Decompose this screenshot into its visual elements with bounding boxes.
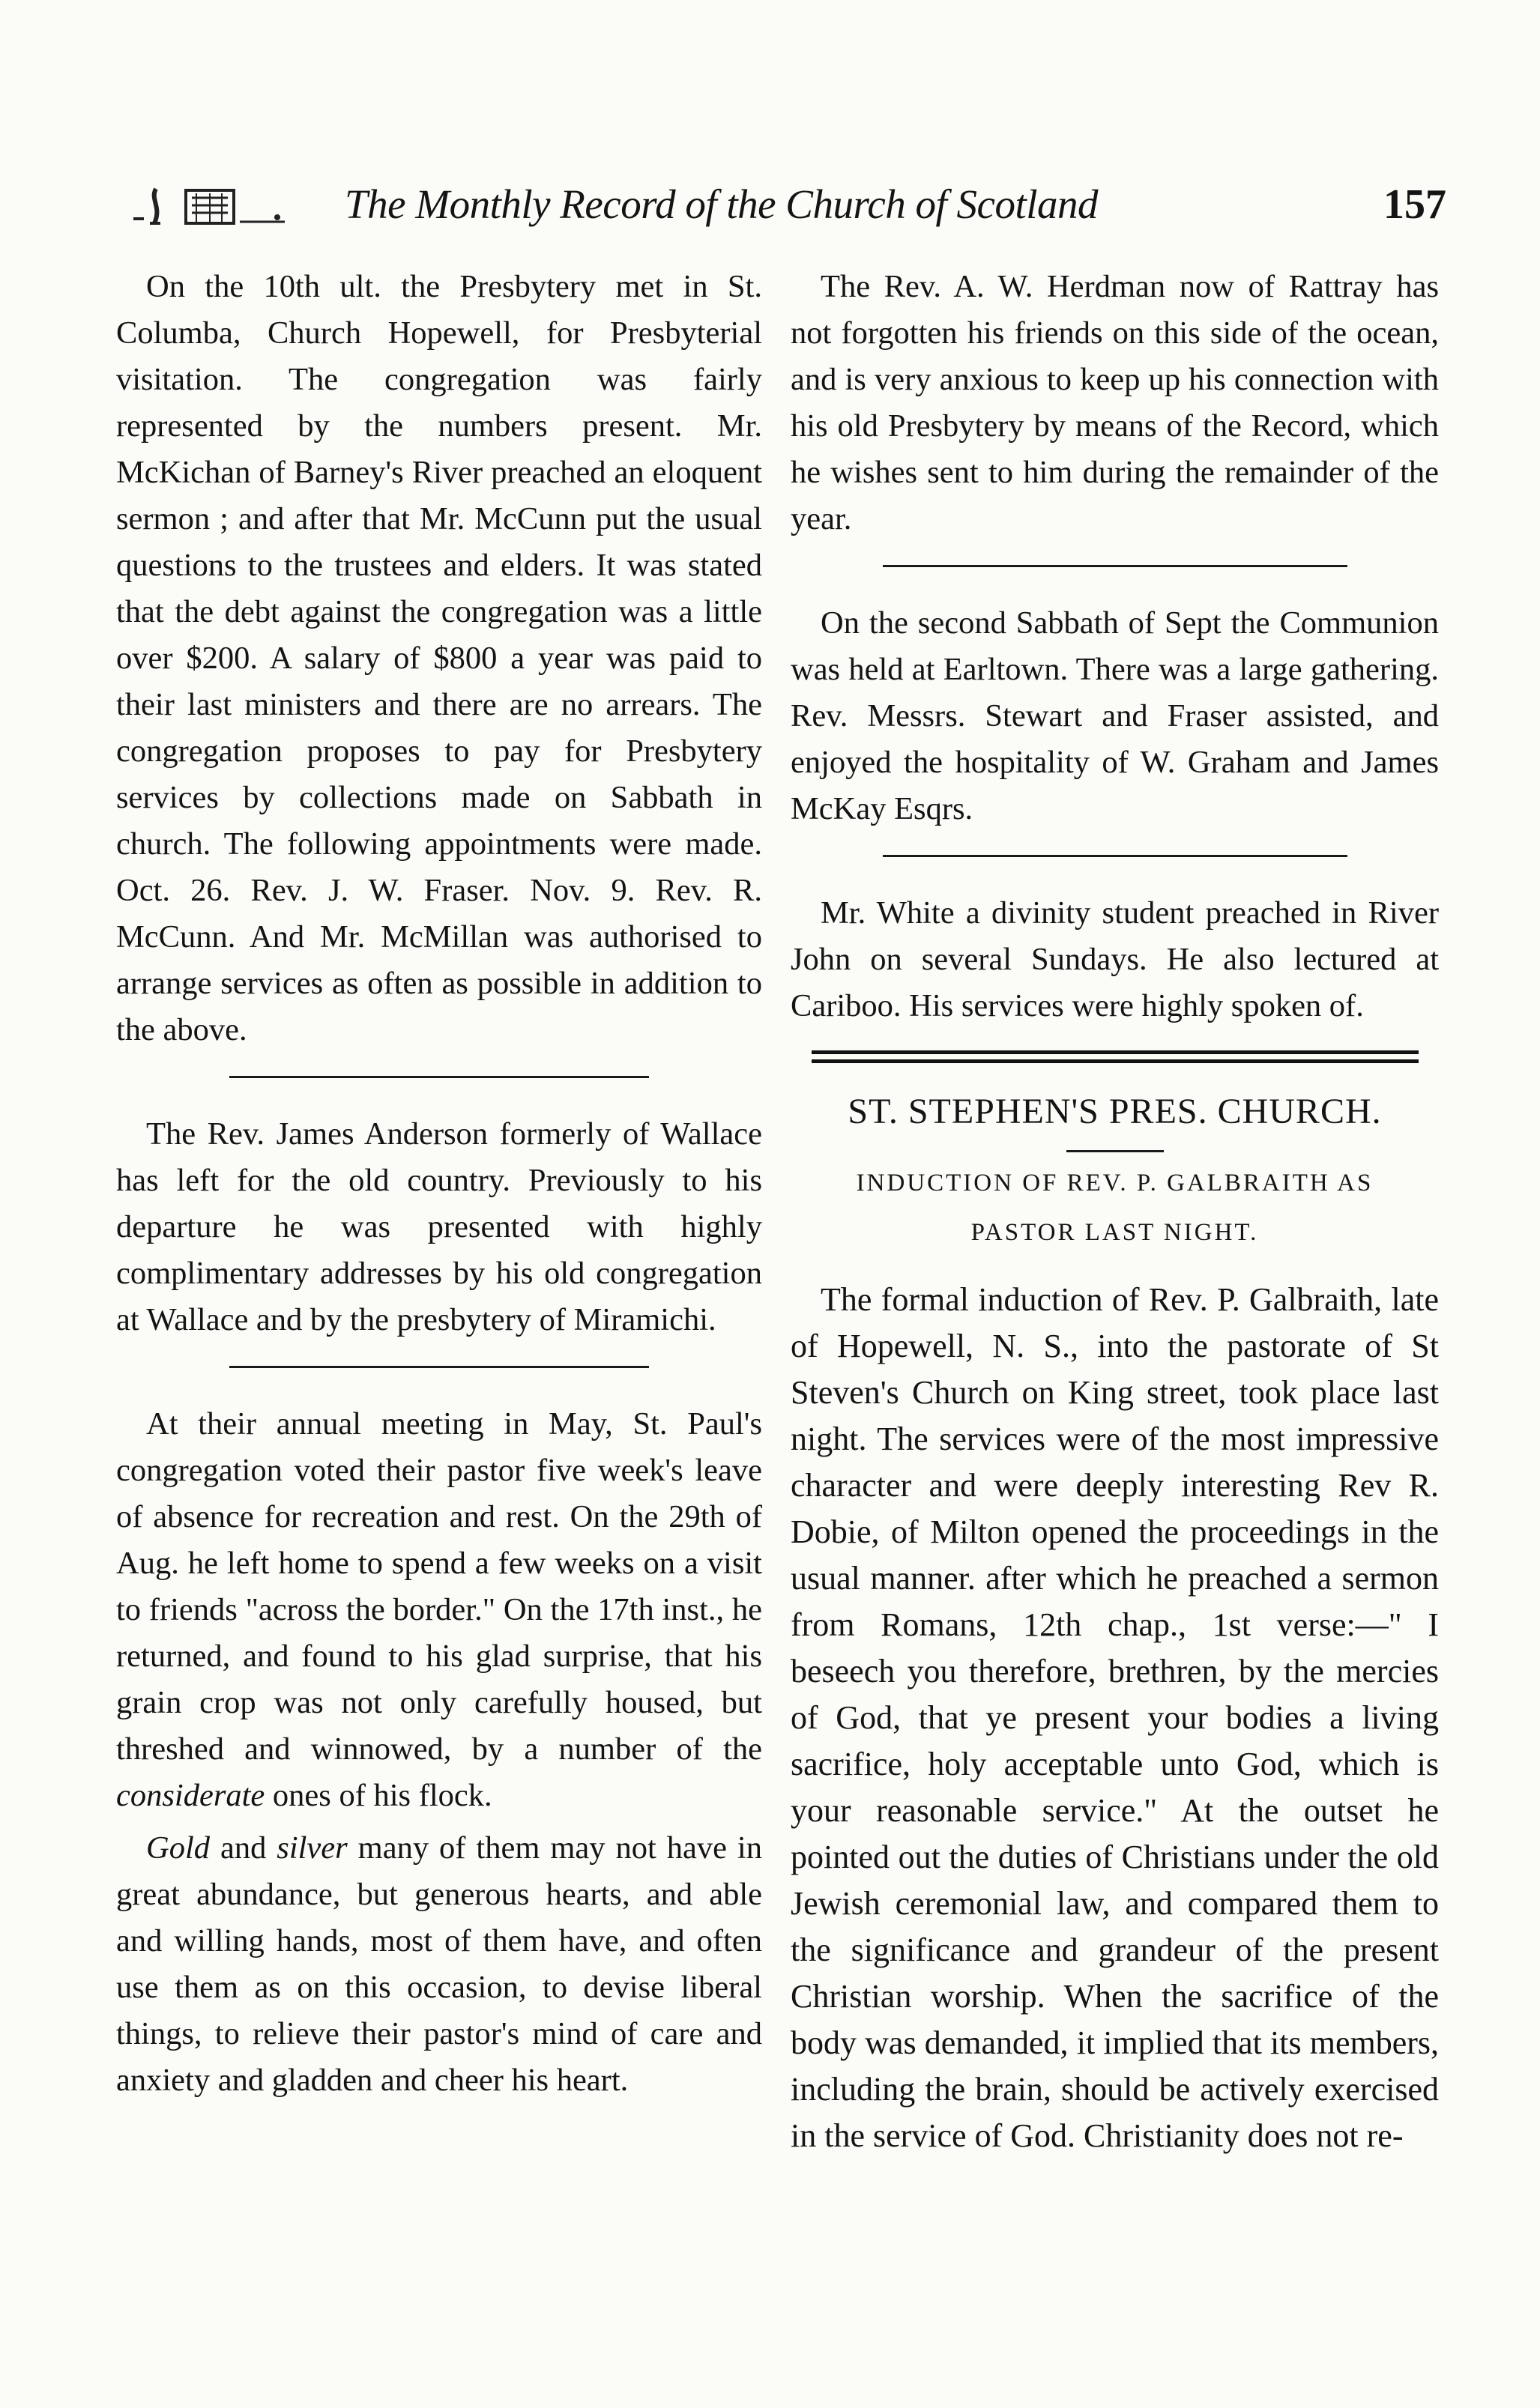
page-number: 157	[1383, 181, 1446, 228]
ornament-icon	[127, 184, 300, 228]
section-heading: ST. STEPHEN'S PRES. CHURCH.	[848, 1092, 1382, 1131]
left-column	[116, 264, 762, 2104]
presbytery-visitation-paragraph: On the 10th ult. the Presbytery met in St. Columba, Church Hopewell, for Presbyterial visitation. The congregation was fairly represented by the numbers present. Mr. McKichan of Barney's River preached an eloquent sermon ; and after that Mr. McCunn put the usual questions to the trustees and elders. It was stated that the debt against the congregation was a little over $200. A salary of $800 a year was paid to their last ministers and there are no arrears. The congregation proposes to pay for Presbytery services by collections made on Sabbath in church. The following appointments were made. Oct. 26. Rev. J. W. Fraser. Nov. 9. Rev. R. McCunn. And Mr. McMillan was authorised to arrange services as often as possible in addition to the above.	[116, 269, 762, 1047]
divider	[883, 565, 1347, 567]
gold-and-silver-paragraph: Gold and silver many of them may not have in great abundance, but generous hearts, and able and willing hands, most of them have, and often use them as on this occasion, to devise liberal things, to relieve their pastor's mind of care and anxiety and gladden and cheer his heart.	[116, 1830, 762, 2098]
herdman-paragraph: The Rev. A. W. Herdman now of Rattray has not forgotten his friends on this side of the ocean, and is very anxious to keep up his connection with his old Presbytery by means of the Record, which he wishes sent to him during the remainder of the year.	[791, 269, 1439, 536]
sub-heading-line-2: PASTOR LAST NIGHT.	[970, 1219, 1259, 1246]
section-divider	[812, 1050, 1419, 1063]
mr-white-paragraph: Mr. White a divinity student preached in River John on several Sundays. He also lectured at Cariboo. His services were highly spoken of.	[791, 895, 1439, 1023]
st-pauls-paragraph: At their annual meeting in May, St. Paul's congregation voted their pastor five week's leave of absence for recreation and rest. On the 29th of Aug. he left home to spend a few weeks on a visit to friends "across the border." On the 17th inst., he returned, and found to his glad surprise, that his grain crop was not only carefully housed, but threshed and winnowed, by a number of the considerate ones of his flock.	[116, 1406, 762, 1813]
earltown-communion-paragraph: On the second Sabbath of Sept the Communion was held at Earltown. There was a large gathering. Rev. Messrs. Stewart and Fraser assisted, and enjoyed the hospitality of W. Graham and James McKay Esqrs.	[791, 605, 1439, 826]
running-title: The Monthly Record of the Church of Scotland	[345, 181, 1099, 227]
divider	[883, 855, 1347, 857]
sub-heading-line-1: INDUCTION OF REV. P. GALBRAITH AS	[856, 1170, 1374, 1197]
anderson-departure-paragraph: The Rev. James Anderson formerly of Wallace has left for the old country. Previously to his departure he was presented with highly complimentary addresses by his old congregation at Wallace and by the presbytery of Miramichi.	[116, 1116, 762, 1337]
right-column	[791, 264, 1439, 2159]
induction-article-body: The formal induction of Rev. P. Galbraith, late of Hopewell, N. S., into the pastorate of St Steven's Church on King street, took place last night. The services were of the most impressive character and were deeply interesting Rev R. Dobie, of Milton opened the proceedings in the usual manner. after which he preached a sermon from Romans, 12th chap., 1st verse:—" I beseech you therefore, brethren, by the mercies of God, that ye present your bodies a living sacrifice, holy acceptable unto God, which is your reasonable service." At the outset he pointed out the duties of Christians under the old Jewish ceremonial law, and compared them to the significance and grandeur of the present Christian worship. When the sacrifice of the body was demanded, it implied that its members, including the brain, should be actively exercised in the service of God. Christianity does not re-	[791, 1281, 1439, 2154]
page-header	[127, 171, 1446, 238]
divider	[229, 1076, 649, 1078]
divider	[229, 1366, 649, 1368]
heading-divider	[1066, 1150, 1164, 1152]
